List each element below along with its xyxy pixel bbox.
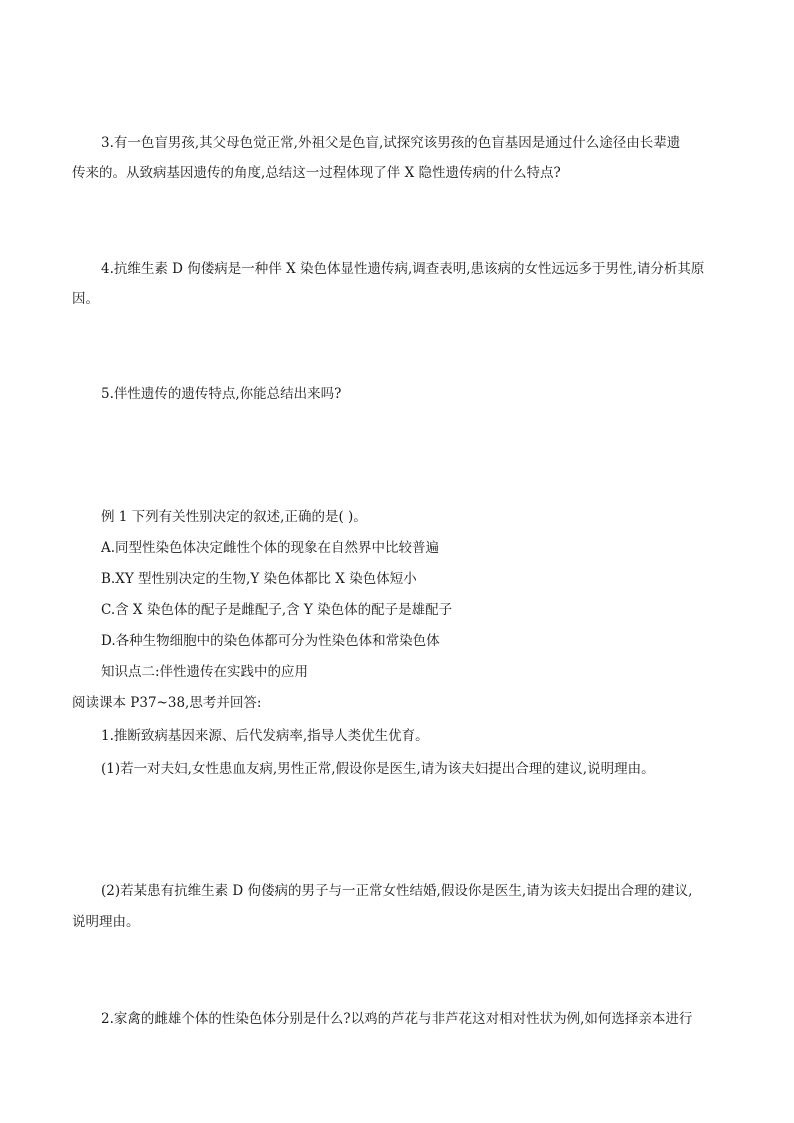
reading-instruction: 阅读课本 P37~38,思考并回答:: [72, 695, 262, 711]
knowledge-item-1: 1.推断致病基因来源、后代发病率,指导人类优生优育。: [101, 728, 429, 744]
knowledge-item-2: 2.家禽的雌雄个体的性染色体分别是什么?以鸡的芦花与非芦花这对相对性状为例,如何选择亲本进行: [101, 1011, 693, 1027]
sub-question-1: (1)若一对夫妇,女性患血友病,男性正常,假设你是医生,请为该夫妇提出合理的建议,说明理由。: [101, 761, 655, 777]
example-1-option-a: A.同型性染色体决定雌性个体的现象在自然界中比较普遍: [101, 540, 440, 556]
sub-question-2-line-2: 说明理由。: [72, 914, 140, 930]
example-1-option-d: D.各种生物细胞中的染色体都可分为性染色体和常染色体: [101, 633, 440, 649]
sub-question-2-line-1: (2)若某患有抗维生素 D 佝偻病的男子与一正常女性结婚,假设你是医生,请为该夫妇提出合理的建议,: [101, 883, 693, 899]
question-3-line-1: 3.有一色盲男孩,其父母色觉正常,外祖父是色盲,试探究该男孩的色盲基因是通过什么途径由长辈遗: [101, 135, 681, 151]
knowledge-point-2-title: 知识点二:伴性遗传在实践中的应用: [101, 664, 309, 680]
question-5: 5.伴性遗传的遗传特点,你能总结出来吗?: [101, 386, 342, 402]
question-4-line-2: 因。: [72, 291, 99, 307]
example-1-option-c: C.含 X 染色体的配子是雌配子,含 Y 染色体的配子是雄配子: [101, 602, 453, 618]
example-1-option-b: B.XY 型性别决定的生物,Y 染色体都比 X 染色体短小: [101, 571, 417, 587]
example-1-stem: 例 1 下列有关性别决定的叙述,正确的是( )。: [101, 509, 367, 525]
question-4-line-1: 4.抗维生素 D 佝偻病是一种伴 X 染色体显性遗传病,调查表明,患该病的女性远远多于男性,请分析其原: [101, 261, 705, 277]
question-3-line-2: 传来的。从致病基因遗传的角度,总结这一过程体现了伴 X 隐性遗传病的什么特点?: [72, 165, 561, 181]
